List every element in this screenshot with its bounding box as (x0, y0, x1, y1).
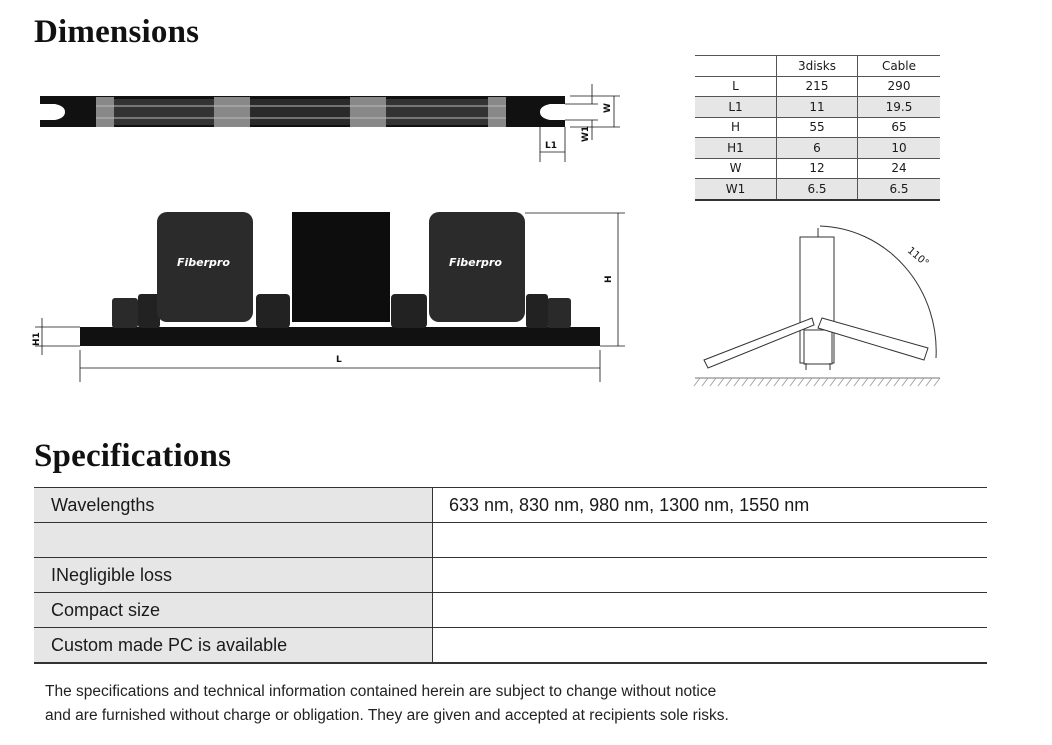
dim-label: H1 (695, 138, 777, 159)
table-row (34, 523, 987, 558)
dim-value: 65 (858, 117, 941, 138)
top-view-disk (250, 99, 353, 125)
dim-header-cell: 3disks (777, 56, 858, 77)
label-l1: L1 (545, 141, 557, 151)
dim-value: 6.5 (858, 179, 941, 200)
spec-value (433, 558, 988, 593)
table-row (695, 158, 940, 179)
specifications-title: Specifications (34, 438, 232, 474)
table-row (695, 97, 940, 118)
dim-value: 215 (777, 76, 858, 97)
spec-value (433, 628, 988, 664)
table-row (34, 558, 987, 593)
table-row (695, 138, 940, 159)
dim-value: 290 (858, 76, 941, 97)
angle-label: 110° (905, 245, 931, 270)
dim-header-cell: Cable (858, 56, 941, 77)
top-view-clamp (96, 97, 114, 127)
dim-value: 55 (777, 117, 858, 138)
side-view-disk (292, 212, 390, 322)
top-view-disk (98, 99, 218, 125)
dim-label: L1 (695, 97, 777, 118)
brand-logo: Fiberpro (449, 256, 502, 269)
brand-logo: Fiberpro (177, 256, 230, 269)
side-view-base (80, 327, 600, 346)
dim-value: 12 (777, 158, 858, 179)
spec-label: Compact size (34, 593, 433, 628)
label-w: W (603, 103, 613, 113)
table-row (695, 179, 940, 200)
label-l: L (336, 355, 342, 365)
dim-value: 24 (858, 158, 941, 179)
dimensions-title: Dimensions (34, 14, 200, 50)
top-view-drawing (0, 0, 700, 170)
disclaimer-line: and are furnished without charge or obligation. They are given and accepted at recipients sole risks. (45, 707, 729, 724)
dim-header-cell (695, 56, 777, 77)
dim-value: 10 (858, 138, 941, 159)
spec-label (34, 523, 433, 558)
spec-label: Wavelengths (34, 488, 433, 523)
spec-label: Custom made PC is available (34, 628, 433, 664)
dim-value: 6.5 (777, 179, 858, 200)
angle-diagram (690, 220, 950, 390)
top-view-clamp (214, 97, 250, 127)
table-row (695, 117, 940, 138)
spec-value: 633 nm, 830 nm, 980 nm, 1300 nm, 1550 nm (433, 488, 988, 523)
top-view-disk (386, 99, 490, 125)
dim-value: 19.5 (858, 97, 941, 118)
label-h1: H1 (32, 332, 42, 346)
label-h: H (604, 275, 614, 283)
top-view-clamp (488, 97, 506, 127)
table-row (34, 593, 987, 628)
side-view-drawing (0, 200, 660, 400)
dim-value: 11 (777, 97, 858, 118)
specifications-table (34, 487, 987, 664)
dimensions-table (695, 55, 940, 201)
dim-label: W (695, 158, 777, 179)
dim-label: W1 (695, 179, 777, 200)
dim-label: H (695, 117, 777, 138)
spec-label: INegligible loss (34, 558, 433, 593)
top-view-clamp (350, 97, 386, 127)
dim-value: 6 (777, 138, 858, 159)
spec-value (433, 523, 988, 558)
label-w1: W1 (581, 125, 591, 142)
table-row (34, 628, 987, 664)
dim-label: L (695, 76, 777, 97)
table-row (695, 76, 940, 97)
disclaimer-line: The specifications and technical information contained herein are subject to change without notice (45, 683, 717, 700)
spec-value (433, 593, 988, 628)
table-row (34, 488, 987, 523)
disclaimer (45, 680, 729, 728)
